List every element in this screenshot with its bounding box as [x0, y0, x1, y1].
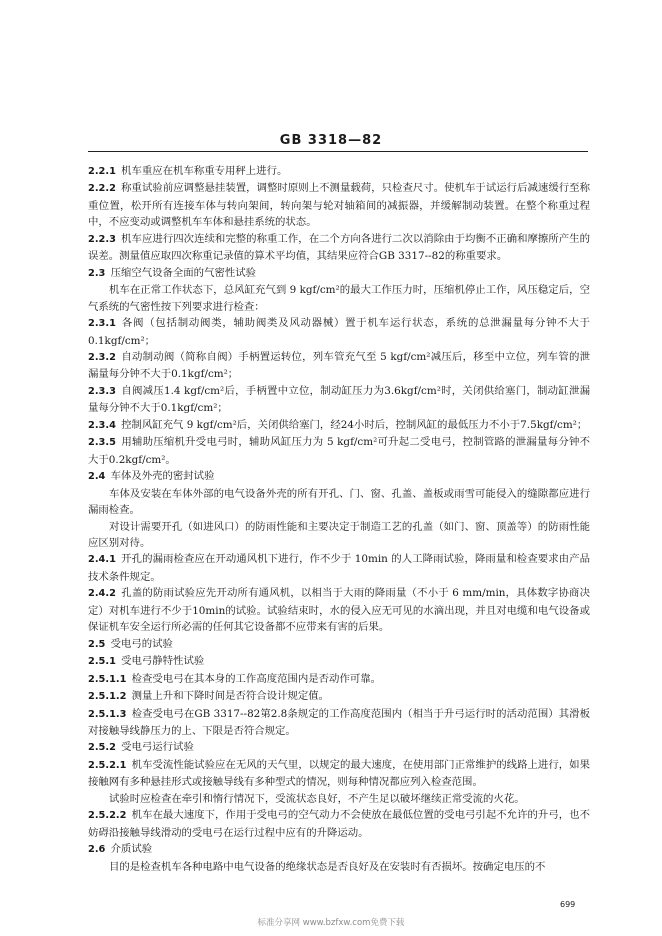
paragraph — [88, 349, 590, 383]
clause-number: 2.3.2 — [88, 351, 116, 363]
clause-number: 2.2.1 — [88, 166, 116, 177]
paragraph — [88, 315, 590, 349]
header-rule — [88, 151, 588, 152]
paragraph — [88, 653, 590, 670]
paragraph — [88, 585, 590, 635]
clause-number: 2.6 — [88, 844, 106, 856]
clause-text: 自动制动阀（简称自阀）手柄置运转位，列车管充气至 5 kgf/cm²减压后，移至中立位，列车管的泄漏量每分钟不大于0.1kgf/cm²； — [88, 350, 590, 381]
paragraph — [88, 706, 590, 740]
paragraph — [88, 841, 590, 858]
paragraph — [88, 282, 590, 315]
paragraph — [88, 231, 590, 265]
clause-number: 2.3.4 — [88, 419, 116, 431]
clause-text: 检查受电弓在其本身的工作高度范围内是否动作可靠。 — [131, 672, 382, 685]
clause-text: 自阀减压1.4 kgf/cm²后，手柄置中立位，制动缸压力为3.6kgf/cm²时，关闭供给塞门，制动缸泄漏量每分钟不大于0.1kgf/cm²； — [88, 384, 590, 415]
clause-text: 机车应进行四次连续和完整的称重工作，在二个方向各进行二次以消除由于均衡不正确和摩擦所产生的误差。测量值应取四次称重记录值的算术平均值，其结果应符合GB 3317--82的称重要求。 — [88, 232, 590, 263]
clause-number: 2.3.3 — [88, 385, 116, 397]
clause-number: 2.3.1 — [88, 318, 116, 330]
clause-text: 检查受电弓在GB 3317--82第2.8条规定的工作高度范围内（相当于升弓运行时的活动范围）其滑板对接触导线静压力的上、下限是否符合规定。 — [88, 707, 590, 737]
clause-number: 2.5.2.2 — [88, 810, 127, 822]
clause-text: 用辅助压缩机升受电弓时，辅助风缸压力为 5 kgf/cm²可升起二受电弓，控制管路的泄漏量每分钟不大于0.2kgf/cm²。 — [88, 436, 590, 466]
clause-text: 车体及外壳的密封试验 — [110, 470, 215, 483]
clause-text: 孔盖的防雨试验应先开动所有通风机，以相当于大雨的降雨量（不小于 6 mm/min，具体数字协商决定）对机车进行不少于10min的试验。试验结束时，水的侵入应无可见的水滴出现，并且对电缆和电气设备或保证机车安全运行所必需的任何其它设备都不应带来有害的后果。 — [88, 587, 590, 634]
paragraph — [88, 163, 590, 180]
clause-text: 对设计需要开孔（如进风口）的防雨性能和主要决定于制造工艺的孔盖（如门、窗、顶盖等）的防雨性能应区别对待。 — [88, 520, 590, 549]
clause-text: 机车受流性能试验应在无风的天气里，以规定的最大速度，在使用部门正常维护的线路上进行，如果接触网有多种悬挂形式或接触导线有多种型式的情况，则每种情况都应列入检查范围。 — [88, 758, 590, 789]
clause-text: 车体及安装在车体外部的电气设备外壳的所有开孔、门、窗、孔盖、盖板或雨雪可能侵入的缝隙都应进行漏雨检查。 — [88, 487, 590, 517]
clause-number: 2.4 — [88, 471, 106, 483]
paragraph — [88, 417, 590, 434]
clause-text: 目的是检查机车各种电路中电气设备的绝缘状态是否良好及在安装时有否损坏。按确定电压的不 — [109, 860, 546, 873]
clause-text: 测量上升和下降时间是否符合设计规定值。 — [131, 690, 330, 703]
paragraph — [88, 859, 590, 875]
clause-number: 2.5 — [88, 638, 106, 650]
paragraph — [88, 739, 590, 756]
clause-text: 受电弓静特性试验 — [121, 655, 205, 668]
paragraph — [88, 180, 590, 230]
clause-number: 2.3 — [88, 267, 106, 279]
clause-text: 控制风缸充气 9 kgf/cm²后，关闭供给塞门，经24小时后，控制风缸的最低压力不小于7.5kgf/cm²； — [121, 418, 588, 431]
clause-number: 2.2.3 — [88, 233, 116, 245]
paragraph — [88, 265, 590, 282]
body-text — [88, 163, 590, 875]
paragraph — [88, 434, 590, 468]
paragraph — [88, 791, 590, 807]
clause-number: 2.4.2 — [88, 588, 116, 600]
paragraph — [88, 807, 590, 841]
clause-number: 2.5.1.2 — [88, 691, 127, 703]
paragraph — [88, 636, 590, 653]
clause-number: 2.5.2 — [88, 742, 116, 754]
clause-text: 机车重应在机车称重专用秤上进行。 — [121, 165, 288, 177]
clause-number: 2.5.1.3 — [88, 708, 127, 720]
paragraph — [88, 757, 590, 791]
paragraph — [88, 486, 590, 519]
clause-text: 各阀（包括制动阀类，辅助阀类及风动器械）置于机车运行状态，系统的总泄漏量每分钟不大于0.1kgf/cm²； — [88, 317, 590, 347]
clause-text: 称重试验前应调整悬挂装置，调整时原则上不测量载荷，只检查尺寸。使机车于试运行后减速缓行至称重位置，松开所有连接车体与转向架间，转向架与轮对轴箱间的减振器，并缓解制动装置。在整个称重过程中，不应变动或调整机车车体和悬挂系统的状态。 — [88, 182, 590, 229]
clause-number: 2.4.1 — [88, 554, 116, 566]
download-watermark: 标准分享网 www.bzfxw.com免费下载 — [257, 918, 405, 928]
paragraph — [88, 519, 590, 552]
clause-number: 2.5.2.1 — [88, 759, 127, 771]
clause-number: 2.5.1.1 — [88, 673, 127, 685]
clause-text: 介质试验 — [110, 843, 153, 856]
clause-text: 机车在最大速度下，作用于受电弓的空气动力不会使放在最低位置的受电弓引起不允许的升弓，也不妨碍沿接触导线滑动的受电弓在运行过程中应有的升降运动。 — [88, 809, 590, 839]
page-number: 699 — [560, 900, 576, 909]
clause-number: 2.3.5 — [88, 437, 116, 449]
clause-number: 2.5.1 — [88, 656, 116, 668]
clause-text: 受电弓的试验 — [110, 637, 173, 650]
paragraph — [88, 688, 590, 705]
clause-text: 受电弓运行试验 — [121, 741, 194, 754]
clause-text: 压缩空气设备全面的气密性试验 — [110, 266, 257, 279]
standard-number: GB 3318—82 — [279, 133, 383, 148]
paragraph — [88, 551, 590, 585]
clause-text: 机车在正常工作状态下，总风缸充气到 9 kgf/cm²的最大工作压力时，压缩机停止工作，风压稳定后，空气系统的气密性按下列要求进行检查： — [88, 284, 590, 313]
paragraph — [88, 671, 590, 688]
clause-number: 2.2.2 — [88, 183, 116, 195]
clause-text: 试验时应检查在牵引和惰行情况下，受流状态良好，不产生足以破坏继续正常受流的火花。 — [109, 792, 525, 805]
paragraph — [88, 383, 590, 417]
paragraph — [88, 468, 590, 485]
clause-text: 开孔的漏雨检查应在开动通风机下进行，作不少于 10min 的人工降雨试验，降雨量和检查要求由产品技术条件规定。 — [88, 553, 590, 583]
